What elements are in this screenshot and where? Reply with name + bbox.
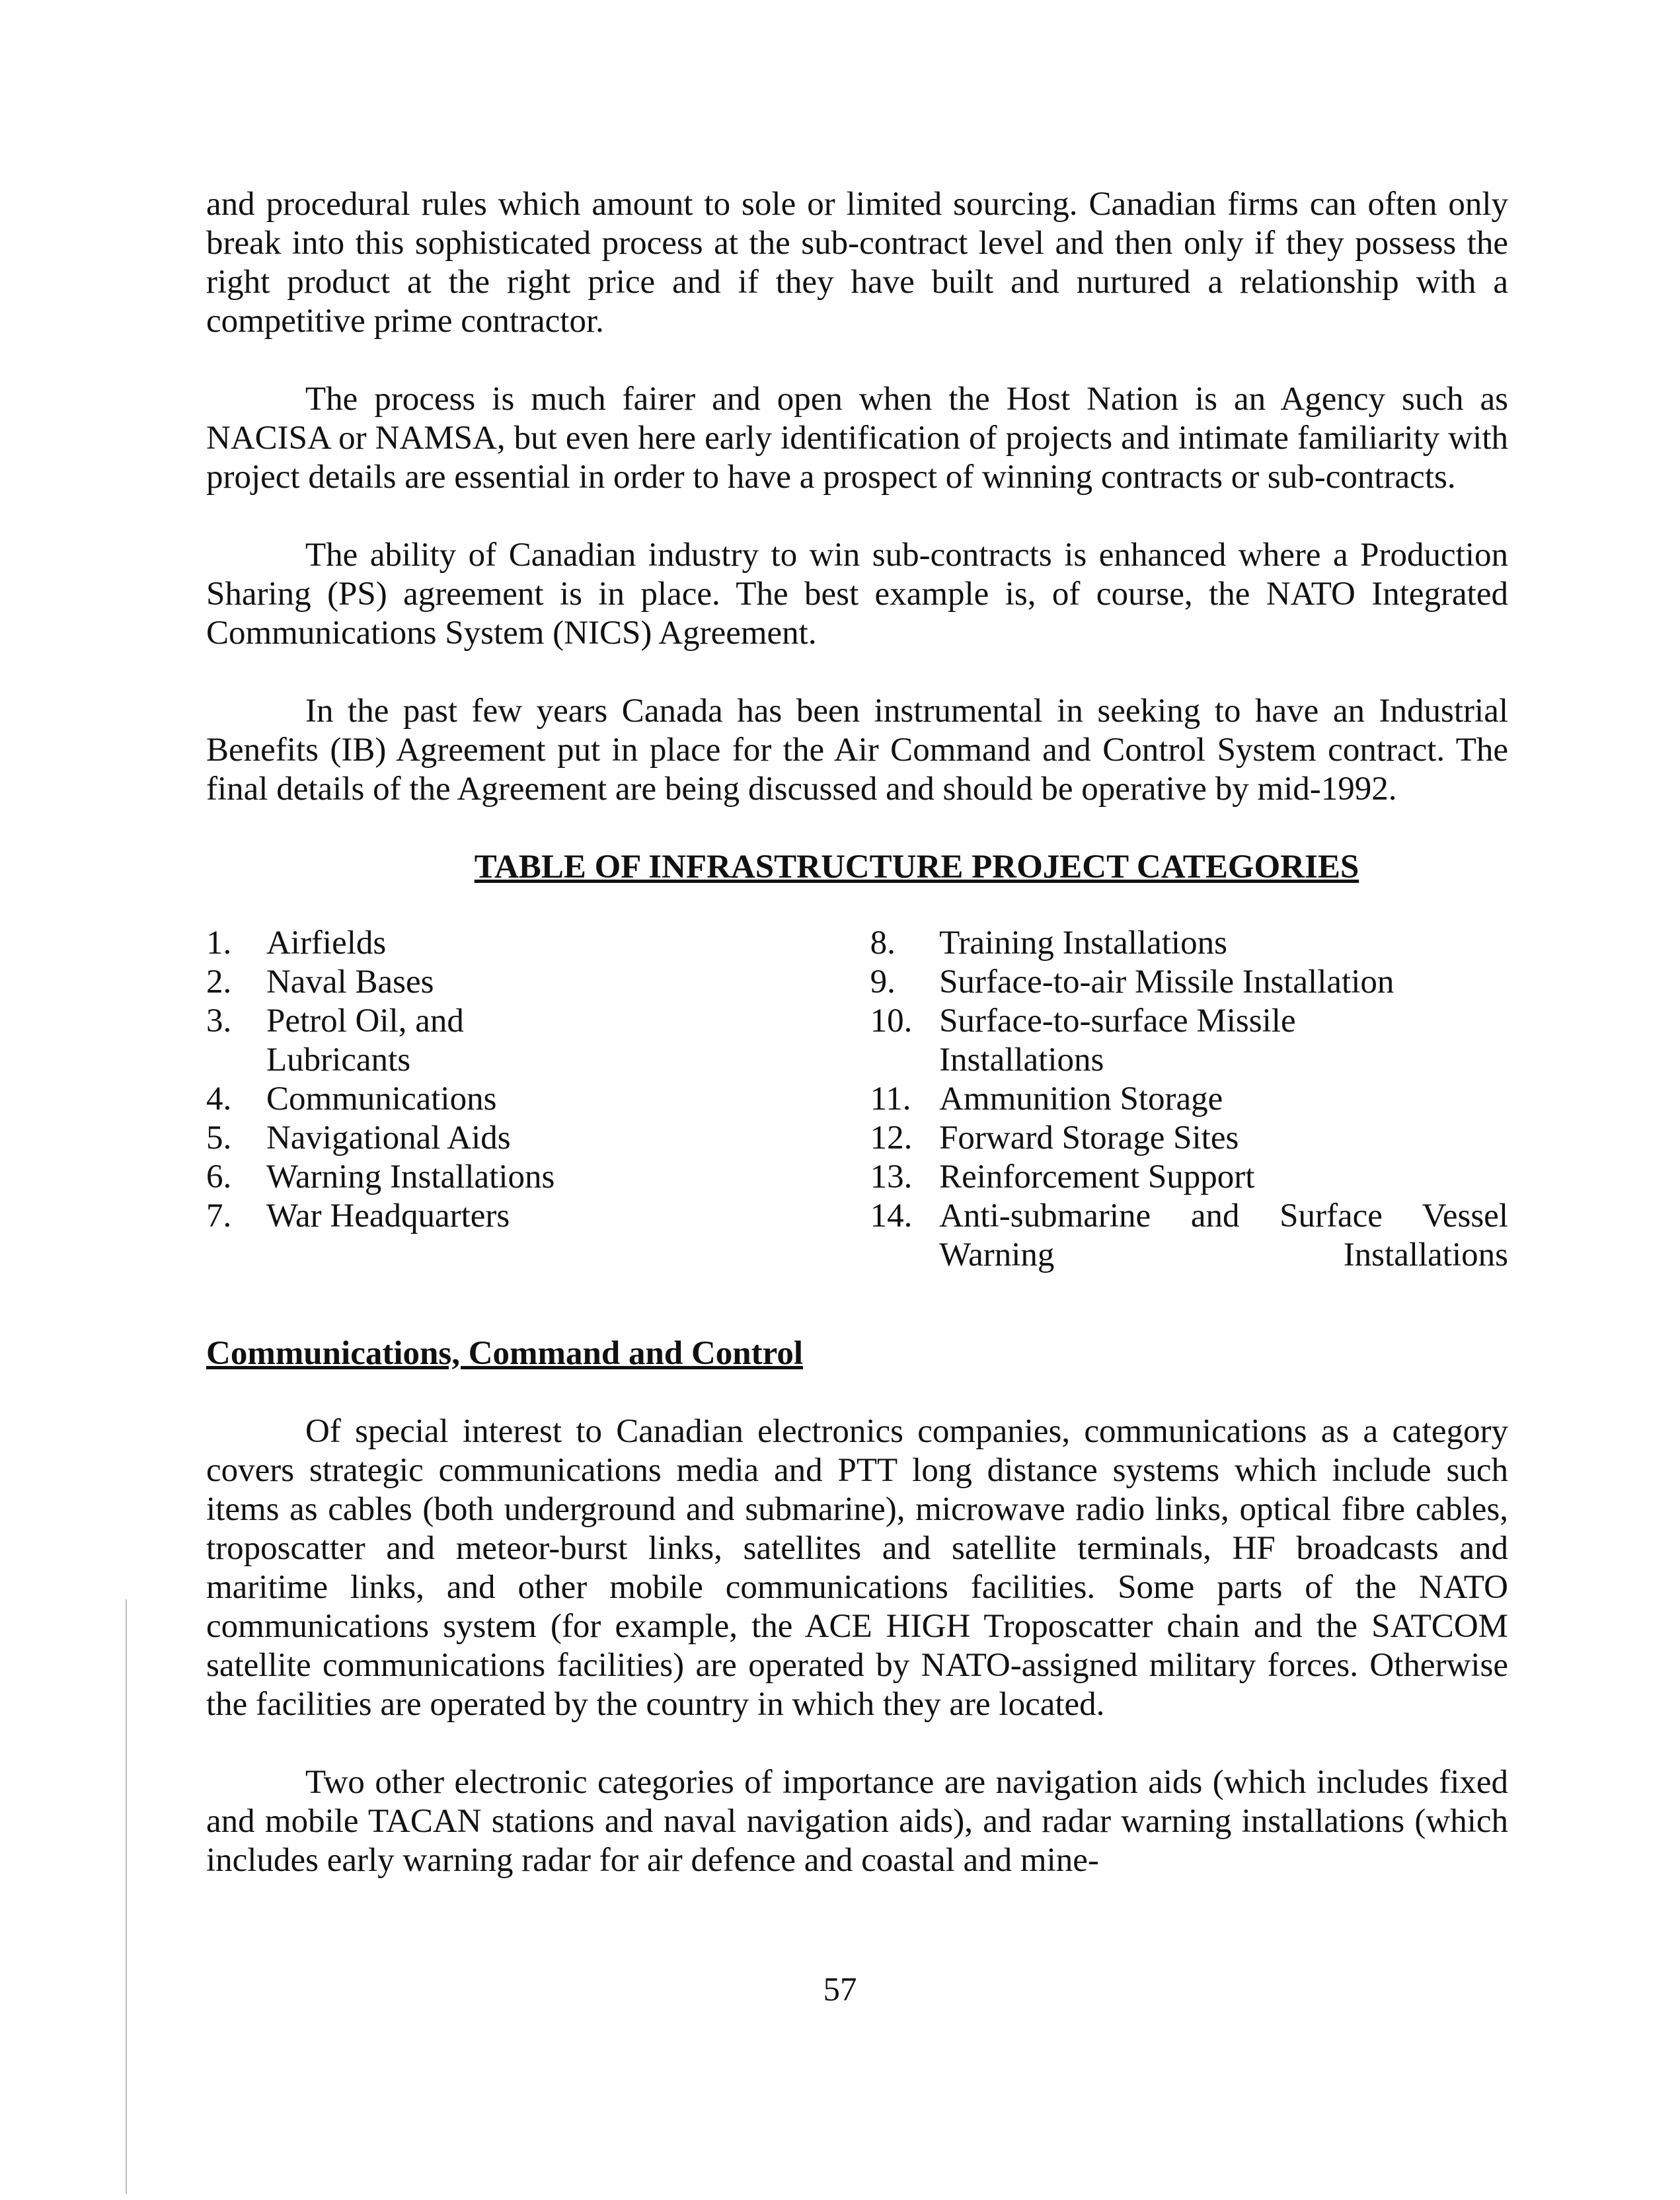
table-row: [206, 1158, 1508, 1197]
section-gap: [206, 1275, 1508, 1334]
category-number: 1.: [206, 925, 232, 962]
category-label: Training Installations: [939, 925, 1227, 962]
category-label: Surface-to-air Missile Installation: [939, 964, 1394, 1001]
table-row: [206, 1080, 1508, 1119]
category-label: War Headquarters: [266, 1197, 510, 1234]
category-label: Airfields: [266, 925, 387, 962]
category-label: [939, 1197, 1508, 1275]
category-number: 9.: [870, 964, 896, 1001]
category-number: 8.: [870, 925, 896, 962]
paragraph-gap: [206, 341, 1508, 380]
category-label: Navigational Aids: [266, 1119, 511, 1157]
paragraph-host-nation: The process is much fairer and open when the Host Nation is an Agency such as NACISA or NAMSA, but even here early identification of projects and intimate familiarity with project details are essential in order to have a prospect of winning contracts or sub-contracts.: [206, 381, 1508, 496]
category-number: 12.: [870, 1119, 913, 1157]
table-row: [206, 924, 1508, 963]
paragraph-gap: [206, 1724, 1508, 1763]
page-number: 57: [823, 1971, 857, 2008]
category-number: 7.: [206, 1197, 232, 1234]
category-number: 6.: [206, 1158, 232, 1195]
category-label: Naval Bases: [266, 964, 434, 1001]
category-label: Surface-to-surface Missile Installations: [939, 1003, 1296, 1079]
categories-table: [206, 924, 1508, 1275]
paragraph-sourcing: and procedural rules which amount to sole or limited sourcing. Canadian firms can often only break into this sophisticated process at the sub-contract level and then only if they possess the right product at the right price and if they have built and nurtured a relationship with a competitive prime contractor.: [206, 186, 1508, 340]
category-number: 3.: [206, 1003, 232, 1040]
category-label: Communications: [266, 1081, 497, 1118]
category-label: Reinforcement Support: [939, 1158, 1255, 1195]
category-number: 10.: [870, 1003, 913, 1040]
category-number: 11.: [870, 1081, 911, 1118]
section-heading: Communications, Command and Control: [206, 1335, 804, 1372]
category-number: 13.: [870, 1158, 913, 1195]
category-label: Warning Installations: [266, 1158, 555, 1195]
paragraph-production-sharing: The ability of Canadian industry to win sub-contracts is enhanced where a Production Sharing (PS) agreement is in place. The best example is, of course, the NATO Integrated Communications System (NICS) Agreement.: [206, 537, 1508, 652]
category-label-text: Anti-submarine and Surface Vessel Warning Installations: [939, 1197, 1508, 1273]
table-title: TABLE OF INFRASTRUCTURE PROJECT CATEGORIES: [474, 849, 1359, 886]
paragraph-gap: [206, 809, 1508, 848]
category-label: Ammunition Storage: [939, 1081, 1223, 1118]
paragraph-gap: [206, 653, 1508, 692]
table-row: [206, 1002, 1508, 1080]
table-row: [206, 1119, 1508, 1158]
paragraph-communications: Of special interest to Canadian electronics companies, communications as a category covers strategic communications media and PTT long distance systems which include such items as cables (both underground and submarine), microwave radio links, optical fibre cables, troposcatter and meteor-burst links, satellites and satellite terminals, HF broadcasts and maritime links, and other mobile communications facilities. Some parts of the NATO communications system (for example, the ACE HIGH Troposcatter chain and the SATCOM satellite communications facilities) are operated by NATO-assigned military forces. Otherwise the facilities are operated by the country in which they are located.: [206, 1413, 1508, 1723]
category-number: 5.: [206, 1119, 232, 1157]
category-number: 4.: [206, 1081, 232, 1118]
paragraph-electronic-categories: Two other electronic categories of importance are navigation aids (which includes fixed and mobile TACAN stations and naval navigation aids), and radar warning installations (which includes early warning radar for air defence and coastal and mine-: [206, 1764, 1508, 1879]
table-row: [206, 963, 1508, 1002]
category-number: 2.: [206, 964, 232, 1001]
document-page: [206, 185, 1508, 1880]
category-label: Petrol Oil, and Lubricants: [266, 1003, 464, 1079]
table-row: [206, 1197, 1508, 1275]
category-number: 14.: [870, 1197, 913, 1234]
paragraph-gap: [206, 1373, 1508, 1412]
paragraph-gap: [206, 497, 1508, 536]
category-label: Forward Storage Sites: [939, 1119, 1239, 1157]
scan-margin-line: [126, 1599, 127, 2194]
paragraph-industrial-benefits: In the past few years Canada has been instrumental in seeking to have an Industrial Benefits (IB) Agreement put in place for the Air Command and Control System contract. The final details of the Agreement are being discussed and should be operative by mid-1992.: [206, 693, 1508, 808]
